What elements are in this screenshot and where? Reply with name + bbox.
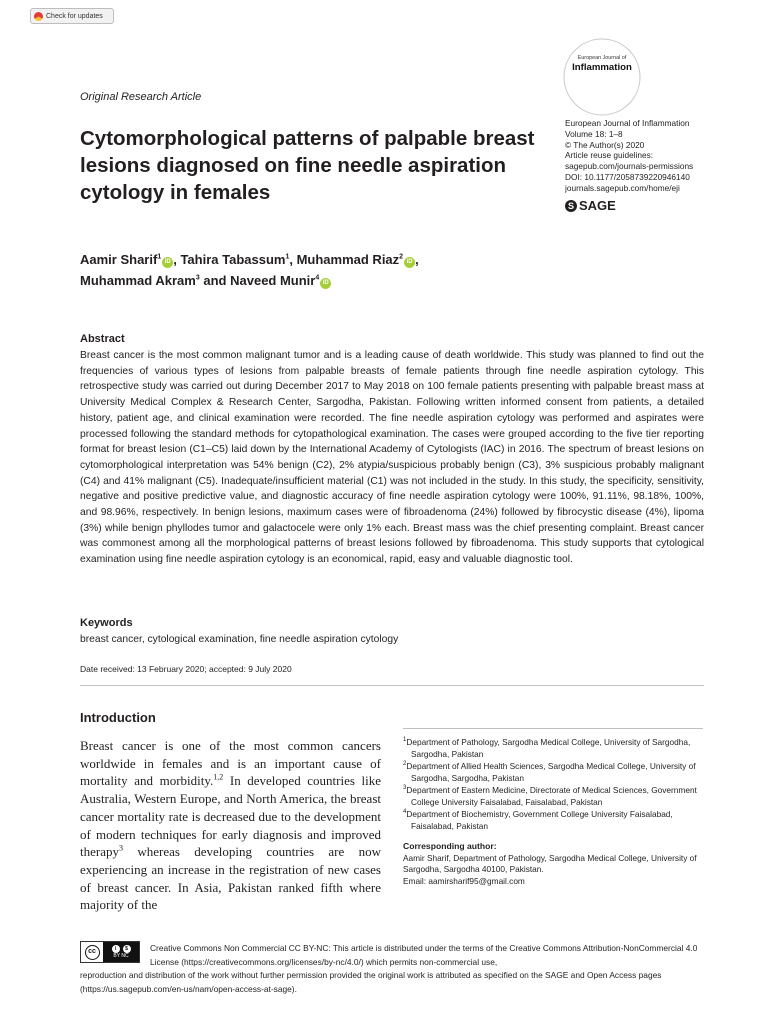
crossmark-icon — [34, 12, 43, 21]
author-affiliation-marker: 4 — [315, 274, 320, 282]
journal-metadata — [565, 118, 765, 194]
reuse-guidelines: Article reuse guidelines: — [565, 150, 654, 161]
cc-badge-icons — [112, 945, 131, 953]
publisher-name: SAGE — [579, 198, 616, 213]
author-affiliation-marker: 1 — [157, 253, 162, 261]
reuse-link[interactable]: sagepub.com/journals-permissions — [565, 161, 694, 172]
divider — [80, 685, 704, 686]
author-name: Tahira Tabassum — [180, 252, 286, 267]
abstract-heading: Abstract — [80, 333, 125, 345]
cc-by-label: BY — [113, 953, 120, 959]
journal-name: European Journal of Inflammation — [565, 118, 690, 128]
author-list: Aamir Sharif$^1$iD , Tahira Tabassum$^1$, Muhammad Riaz$^2$iD , Muhammad Akram$^3$ and Naveed Munir$^4$iD — [80, 252, 419, 288]
article-type: Original Research Article — [80, 91, 202, 103]
affiliation-item — [403, 737, 703, 760]
orcid-icon[interactable]: iD — [404, 257, 415, 268]
check-for-updates-button[interactable] — [30, 8, 114, 24]
affiliation-number: 2 — [403, 761, 407, 768]
affiliation-text: Department of Eastern Medicine, Directorate of Medical Sciences, Government College University Faisalabad, Faisalabad, Pakistan — [406, 785, 697, 807]
author-name: Aamir Sharif — [80, 252, 158, 267]
author-name: Muhammad Akram — [80, 273, 196, 288]
cc-badge-labels — [113, 953, 128, 959]
affiliations-block — [403, 728, 703, 887]
divider — [403, 728, 703, 729]
noncommercial-icon: $ — [123, 945, 131, 953]
creative-commons-icon: cc — [85, 945, 100, 960]
citation-link[interactable]: 1,2 — [213, 773, 224, 783]
author-name: Naveed Munir — [230, 273, 316, 288]
affiliation-item — [403, 809, 703, 832]
volume-info: Volume 18: 1–8 — [565, 128, 623, 139]
intro-text: Breast cancer is one of the most common cancers worldwide in females and is an important cause of mortality and morbidity. — [80, 738, 381, 789]
author-conjunction: and — [203, 273, 227, 288]
affiliation-text: Department of Allied Health Sciences, Sargodha Medical College, University of Sargodha, Sargodha, Pakistan — [406, 761, 696, 783]
intro-text: In developed countries like Australia, Western Europe, and North America, the breast cancer mortality rate is decreased due to the development of modern techniques for early diagnosis and improved therapy — [80, 773, 381, 860]
keywords-list: breast cancer, cytological examination, fine needle aspiration cytology — [80, 634, 399, 645]
journal-home-link[interactable]: journals.sagepub.com/home/eji — [565, 182, 680, 193]
introduction-heading: Introduction — [80, 710, 156, 725]
license-text: Creative Commons Non Commercial CC BY-NC: This article is distributed under the terms of the Creative Commons Attribution-NonCommercial 4.0 License (https://creativecommons.org/licenses/by-nc/4.0/) which permits non-commercial use, — [150, 943, 698, 967]
license-text-continued: reproduction and distribution of the work without further permission provided the original work is attributed as specified on the SAGE and Open Access pages (https://us.sagepub.com/en-us/nam/open-access-at-sage). — [80, 970, 662, 994]
journal-logo-top-text: European Journal of — [577, 55, 627, 61]
journal-logo-ring-icon — [561, 36, 643, 118]
corresponding-author-heading: Corresponding author: — [403, 841, 497, 851]
citation-link[interactable]: 3 — [118, 843, 123, 853]
received-accepted-dates: Date received: 13 February 2020; accepted: 9 July 2020 — [80, 664, 292, 674]
corresponding-author-email[interactable]: Email: aamirsharif95@gmail.com — [403, 875, 525, 886]
author-affiliation-marker: 1 — [285, 253, 290, 261]
intro-text: whereas developing countries are now experiencing an increase in the registration of new cases of breast cancer. In Asia, Pakistan ranked fifth where majority of the — [80, 844, 381, 913]
introduction-body — [80, 737, 381, 914]
orcid-icon[interactable]: iD — [162, 257, 173, 268]
cc-nc-label: NC — [121, 953, 129, 959]
article-title: Cytomorphological patterns of palpable breast lesions diagnosed on fine needle aspiration cytology in females — [80, 127, 535, 204]
orcid-icon[interactable]: iD — [320, 278, 331, 289]
affiliation-number: 3 — [403, 785, 407, 792]
cc-badge-left — [81, 942, 103, 962]
cc-by-nc-badge[interactable] — [80, 941, 140, 963]
check-for-updates-label: Check for updates — [46, 12, 103, 20]
author-name: Muhammad Riaz — [296, 252, 400, 267]
affiliation-number: 1 — [403, 737, 407, 744]
keywords-heading: Keywords — [80, 617, 133, 629]
journal-logo — [561, 36, 643, 118]
affiliation-text: Department of Pathology, Sargodha Medical College, University of Sargodha, Sargodha, Pakistan — [406, 737, 691, 759]
copyright: © The Author(s) 2020 — [565, 139, 645, 150]
affiliation-item — [403, 761, 703, 784]
doi-link[interactable]: DOI: 10.1177/2058739220946140 — [565, 171, 690, 182]
author-affiliation-marker: 2 — [399, 253, 404, 261]
author-affiliation-marker: 3 — [195, 274, 200, 282]
affiliation-item — [403, 785, 703, 808]
publisher-logo — [565, 198, 616, 213]
attribution-icon: i — [112, 945, 120, 953]
affiliation-text: Department of Biochemistry, Government College University Faisalabad, Faisalabad, Pakistan — [406, 809, 673, 831]
sage-icon: S — [565, 200, 577, 212]
journal-logo-name: Inflammation — [572, 62, 632, 73]
corresponding-author-address: Aamir Sharif, Department of Pathology, Sargodha Medical College, University of Sargodha, Sargodha 40100, Pakistan. — [403, 852, 697, 874]
affiliation-number: 4 — [403, 809, 407, 816]
abstract-body: Breast cancer is the most common malignant tumor and is a leading cause of death worldwide. This study was planned to find out the frequencies of various types of lesions from palpable breasts of female patients through fine needle aspiration cytology. This retrospective study was carried out during December 2017 to May 2018 on 100 female patients presenting with palpable breast mass at University Medical Complex & Research Center, Sargodha, Pakistan. Following written informed consent from patients, a detailed history, patient age, and clinical examination were recorded. The fine needle aspiration cytology was performed and aspirates were processed following the standard methods for cytopathological examination. The cases were grouped according to the five tier reporting format for breast lesion (C1–C5) laid down by the International Academy of Cytologists (IAC) in 2016. The spectrum of breast lesions on cytomorphological interpretation was 54% benign (C2), 2% atypia/suspicious probably benign (C3), 3% suspicious probably malignant (C4) and 41% malignant (C5). Inadequate/insufficient material (C1) was not included in the study. In this study, the specificity, sensitivity, negative and positive predictive value, and diagnostic accuracy of fine needle aspiration cytology were 100%, 91.11%, 98.18%, 100%, and 98.96%, respectively. In benign lesions, maximum cases were of fibroadenoma (24%) followed by fibrocystic disease (4%), lipoma (3%) while benign phyllodes tumor and galactocele were only 1% each. Breast mass was the chief presenting complaint. Breast cancer was commonest among all the morphological patterns of breast lesions followed by fibroadenoma. This study supports that cytological examination using fine needle aspiration cytology is an economical, rapid, easy and valuable diagnostic tool. — [80, 350, 704, 566]
cc-badge-right — [103, 942, 139, 962]
